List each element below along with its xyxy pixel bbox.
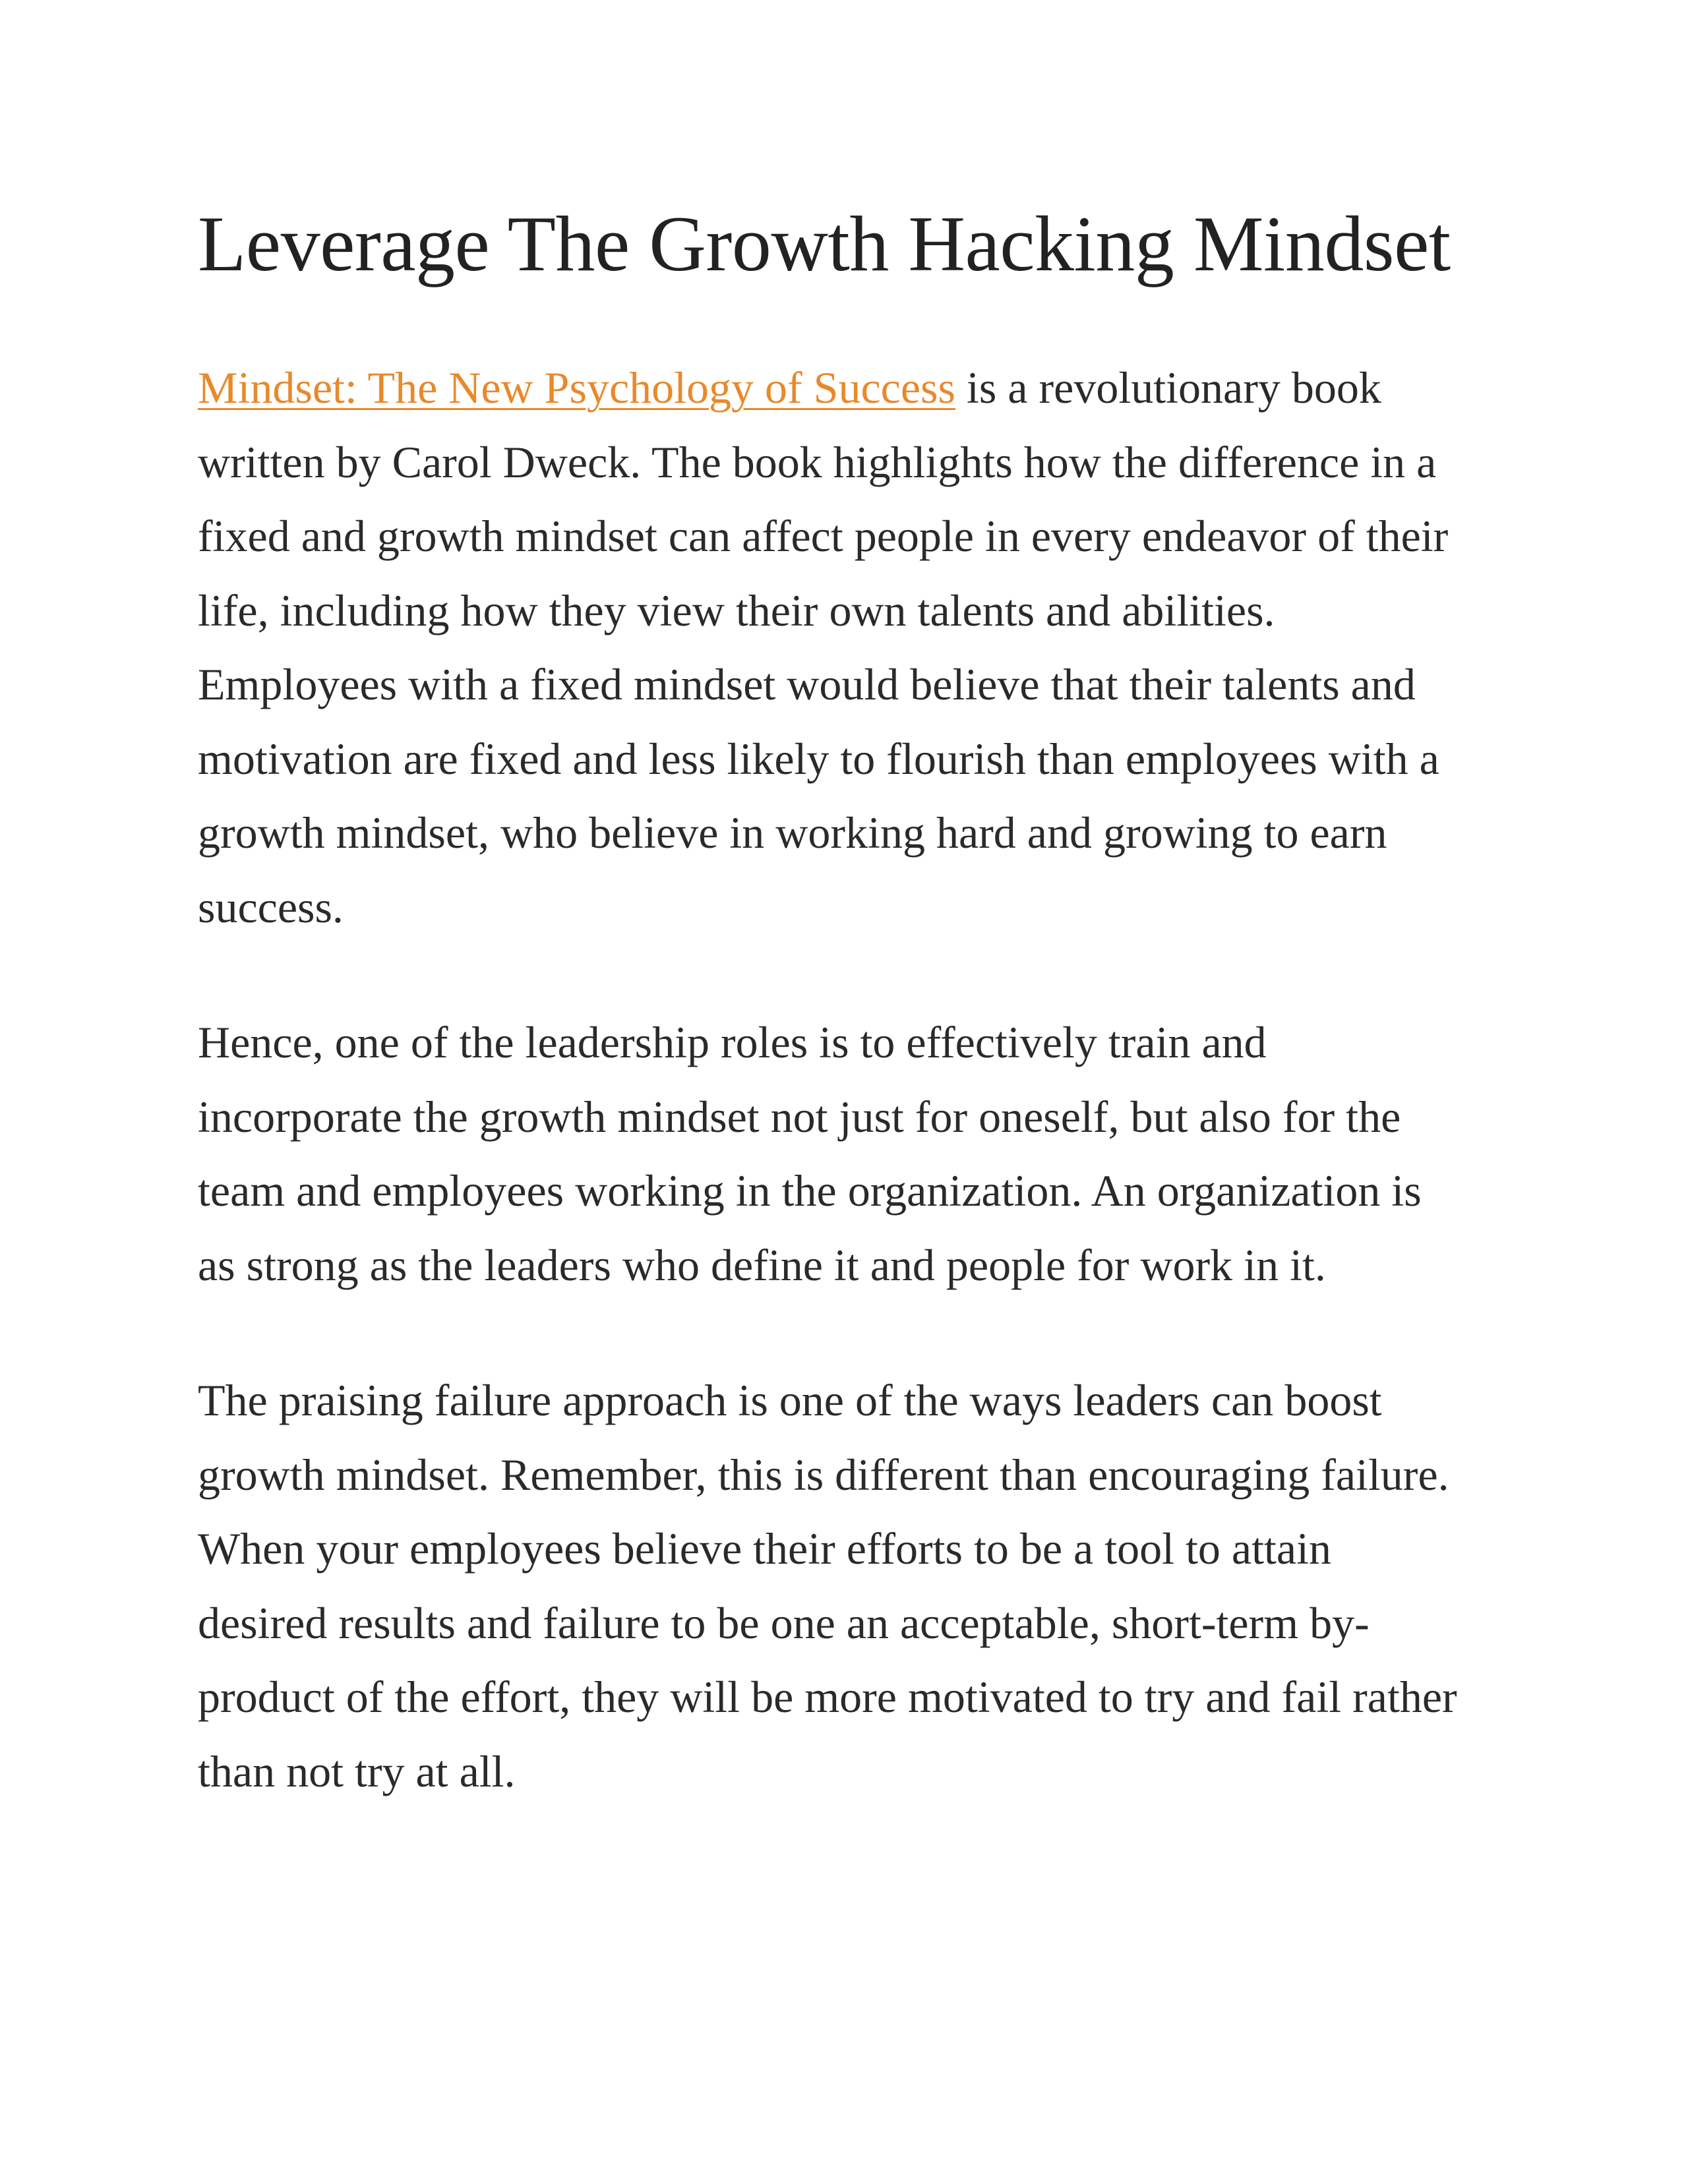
paragraph-line: team and employees working in the organization. An organization is [198,1166,1422,1216]
paragraph-line: motivation are fixed and less likely to flourish than employees with a [198,733,1439,784]
paragraph-line: life, including how they view their own talents and abilities. [198,585,1275,635]
paragraph-line: Hence, one of the leadership roles is to effectively train and [198,1017,1267,1067]
paragraph-line: success. [198,881,344,932]
paragraph-line [198,351,1503,425]
paragraph-line: than not try at all. [198,1746,516,1796]
page-title: Leverage The Growth Hacking Mindset [198,200,1451,287]
paragraph-2 [198,1005,1503,1302]
paragraph-text: is a revolutionary book [955,363,1381,413]
paragraph-line: growth mindset. Remember, this is different than encouraging failure. [198,1449,1449,1500]
paragraph-line: written by Carol Dweck. The book highlights how the difference in a [198,436,1437,487]
paragraph-line: When your employees believe their efforts to be a tool to attain [198,1523,1331,1574]
paragraph-line: incorporate the growth mindset not just for oneself, but also for the [198,1091,1401,1142]
paragraph-line: Employees with a fixed mindset would believe that their talents and [198,659,1416,709]
book-link[interactable]: Mindset: The New Psychology of Success [198,363,955,413]
paragraph-line: desired results and failure to be one an acceptable, short-term by- [198,1597,1370,1648]
paragraph-1 [198,351,1503,944]
paragraph-3 [198,1363,1503,1808]
article-body [198,198,1503,1808]
paragraph-line: The praising failure approach is one of the ways leaders can boost [198,1375,1382,1425]
paragraph-line: product of the effort, they will be more motivated to try and fail rather [198,1672,1457,1722]
paragraph-line: growth mindset, who believe in working hard and growing to earn [198,808,1387,858]
paragraph-line: fixed and growth mindset can affect people in every endeavor of their [198,511,1449,561]
paragraph-line: as strong as the leaders who define it and people for work in it. [198,1239,1326,1290]
